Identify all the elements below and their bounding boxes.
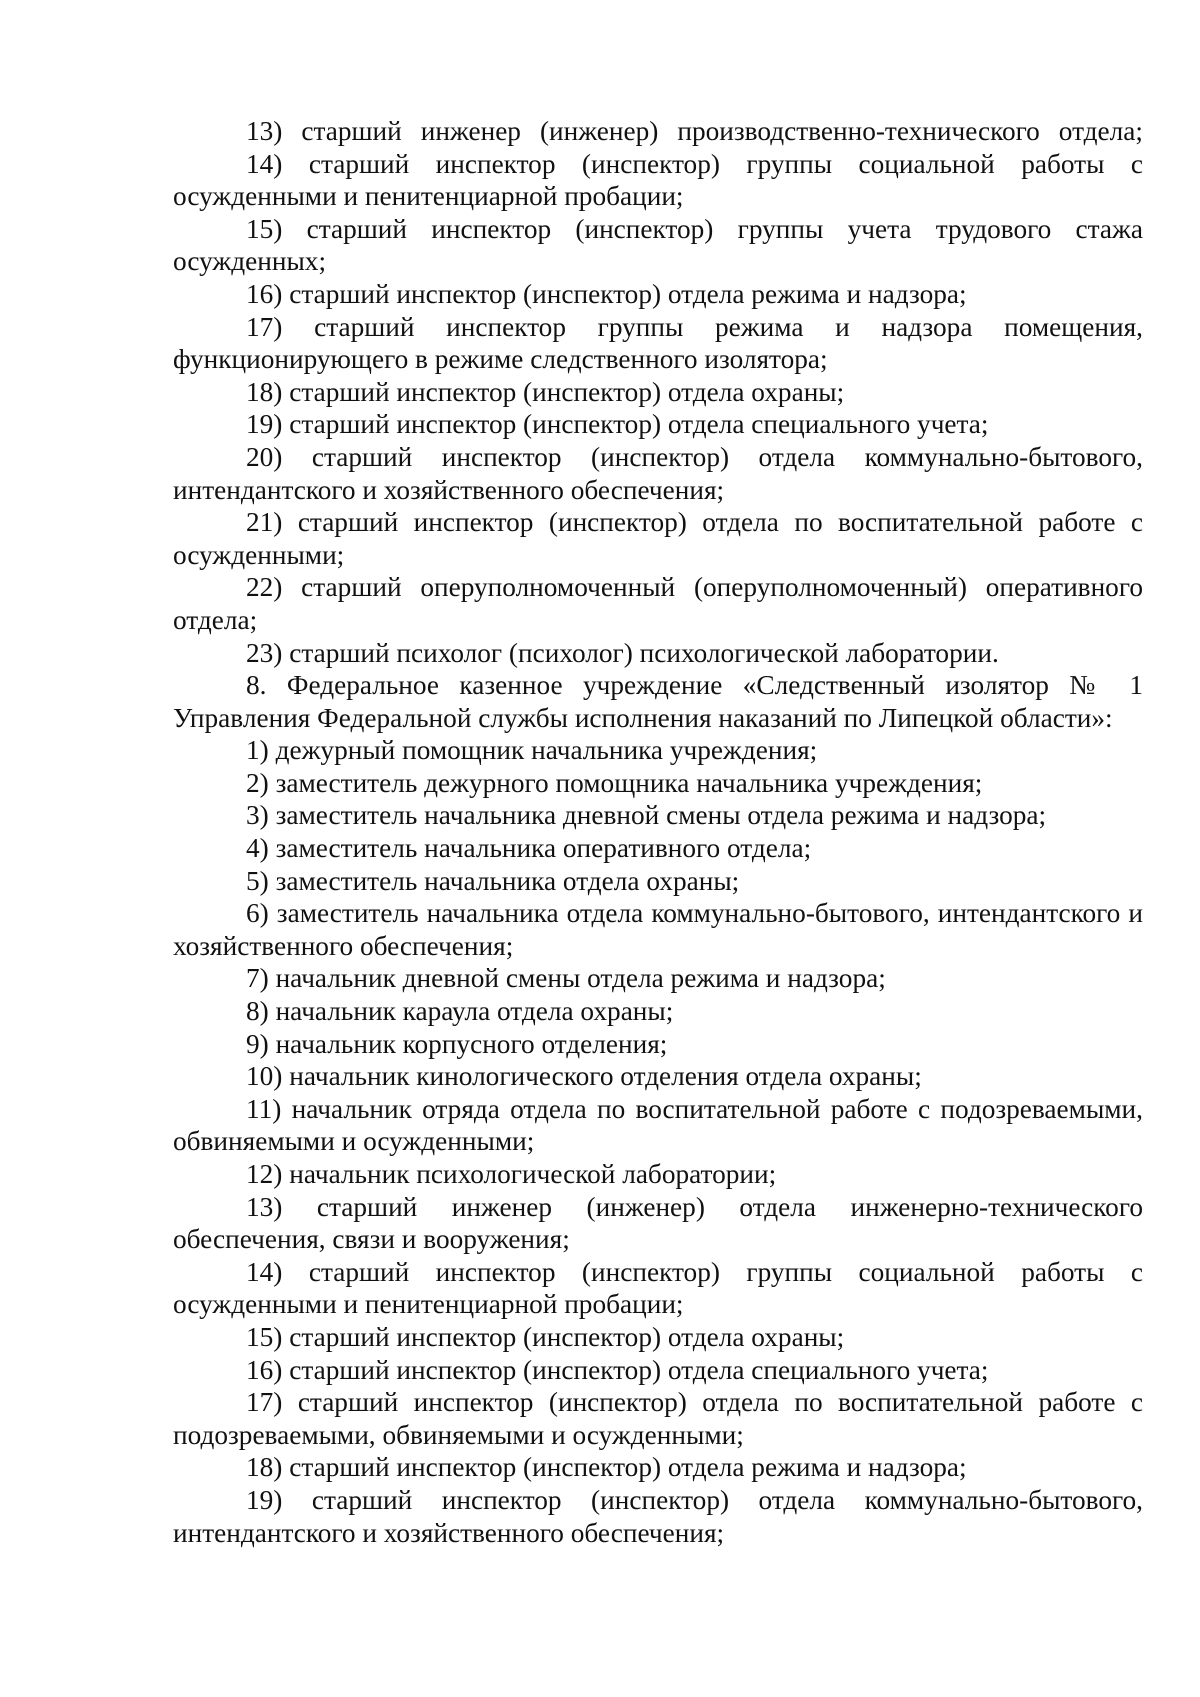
list-item: 5) заместитель начальника отдела охраны;	[246, 865, 740, 896]
list-item: 16) старший инспектор (инспектор) отдела режима и надзора;	[246, 278, 967, 309]
section-heading: 8. Федеральное казенное учреждение «Следственный изолятор № 1 Управления Федеральной службы исполнения наказаний по Липецкой области»:	[173, 670, 1143, 733]
list-item: 17) старший инспектор группы режима и надзора помещения, функционирующего в режиме следственного изолятора;	[173, 311, 1143, 375]
list-item: 13) старший инженер (инженер) отдела инженерно-технического обеспечения, связи и вооружения;	[173, 1191, 1143, 1255]
list-item: 14) старший инспектор (инспектор) группы социальной работы с осужденными и пенитенциарной пробации;	[173, 148, 1143, 212]
list-item: 12) начальник психологической лаборатории;	[246, 1159, 777, 1189]
document-body	[173, 115, 1143, 1549]
list-item: 4) заместитель начальника оперативного отдела;	[246, 833, 812, 864]
list-item: 8) начальник караула отдела охраны;	[246, 996, 674, 1027]
list-item: 18) старший инспектор (инспектор) отдела охраны;	[246, 376, 845, 407]
list-item: 3) заместитель начальника дневной смены отдела режима и надзора;	[246, 800, 1047, 831]
list-item: 23) старший психолог (психолог) психологической лаборатории.	[246, 637, 999, 668]
list-item: 11) начальник отряда отдела по воспитательной работе с подозреваемыми, обвиняемыми и осужденными;	[173, 1093, 1143, 1157]
list-item: 20) старший инспектор (инспектор) отдела коммунально-бытового, интендантского и хозяйственного обеспечения;	[173, 441, 1143, 505]
list-item: 14) старший инспектор (инспектор) группы социальной работы с осужденными и пенитенциарной пробации;	[173, 1256, 1143, 1320]
list-item: 13) старший инженер (инженер) производственно-технического отдела;	[246, 116, 1143, 146]
list-item: 1) дежурный помощник начальника учреждения;	[246, 735, 818, 766]
list-item: 21) старший инспектор (инспектор) отдела по воспитательной работе с осужденными;	[173, 507, 1143, 570]
list-item: 6) заместитель начальника отдела коммунально-бытового, интендантского и хозяйственного обеспечения;	[173, 898, 1143, 961]
list-item: 7) начальник дневной смены отдела режима и надзора;	[246, 963, 886, 994]
list-item: 15) старший инспектор (инспектор) группы учета трудового стажа осужденных;	[173, 213, 1143, 277]
list-item: 10) начальник кинологического отделения отдела охраны;	[246, 1061, 922, 1092]
list-item: 9) начальник корпусного отделения;	[246, 1028, 668, 1059]
list-item: 16) старший инспектор (инспектор) отдела специального учета;	[246, 1354, 989, 1385]
list-item: 18) старший инспектор (инспектор) отдела режима и надзора;	[246, 1452, 967, 1483]
list-item: 19) старший инспектор (инспектор) отдела коммунально-бытового, интендантского и хозяйственного обеспечения;	[173, 1484, 1143, 1548]
list-item: 15) старший инспектор (инспектор) отдела охраны;	[246, 1321, 845, 1352]
list-item: 17) старший инспектор (инспектор) отдела по воспитательной работе с подозреваемыми, обвиняемыми и осужденными;	[173, 1387, 1143, 1450]
list-item: 22) старший оперуполномоченный (оперуполномоченный) оперативного отдела;	[173, 572, 1143, 635]
list-item: 2) заместитель дежурного помощника начальника учреждения;	[246, 767, 983, 798]
list-item: 19) старший инспектор (инспектор) отдела специального учета;	[246, 409, 989, 440]
